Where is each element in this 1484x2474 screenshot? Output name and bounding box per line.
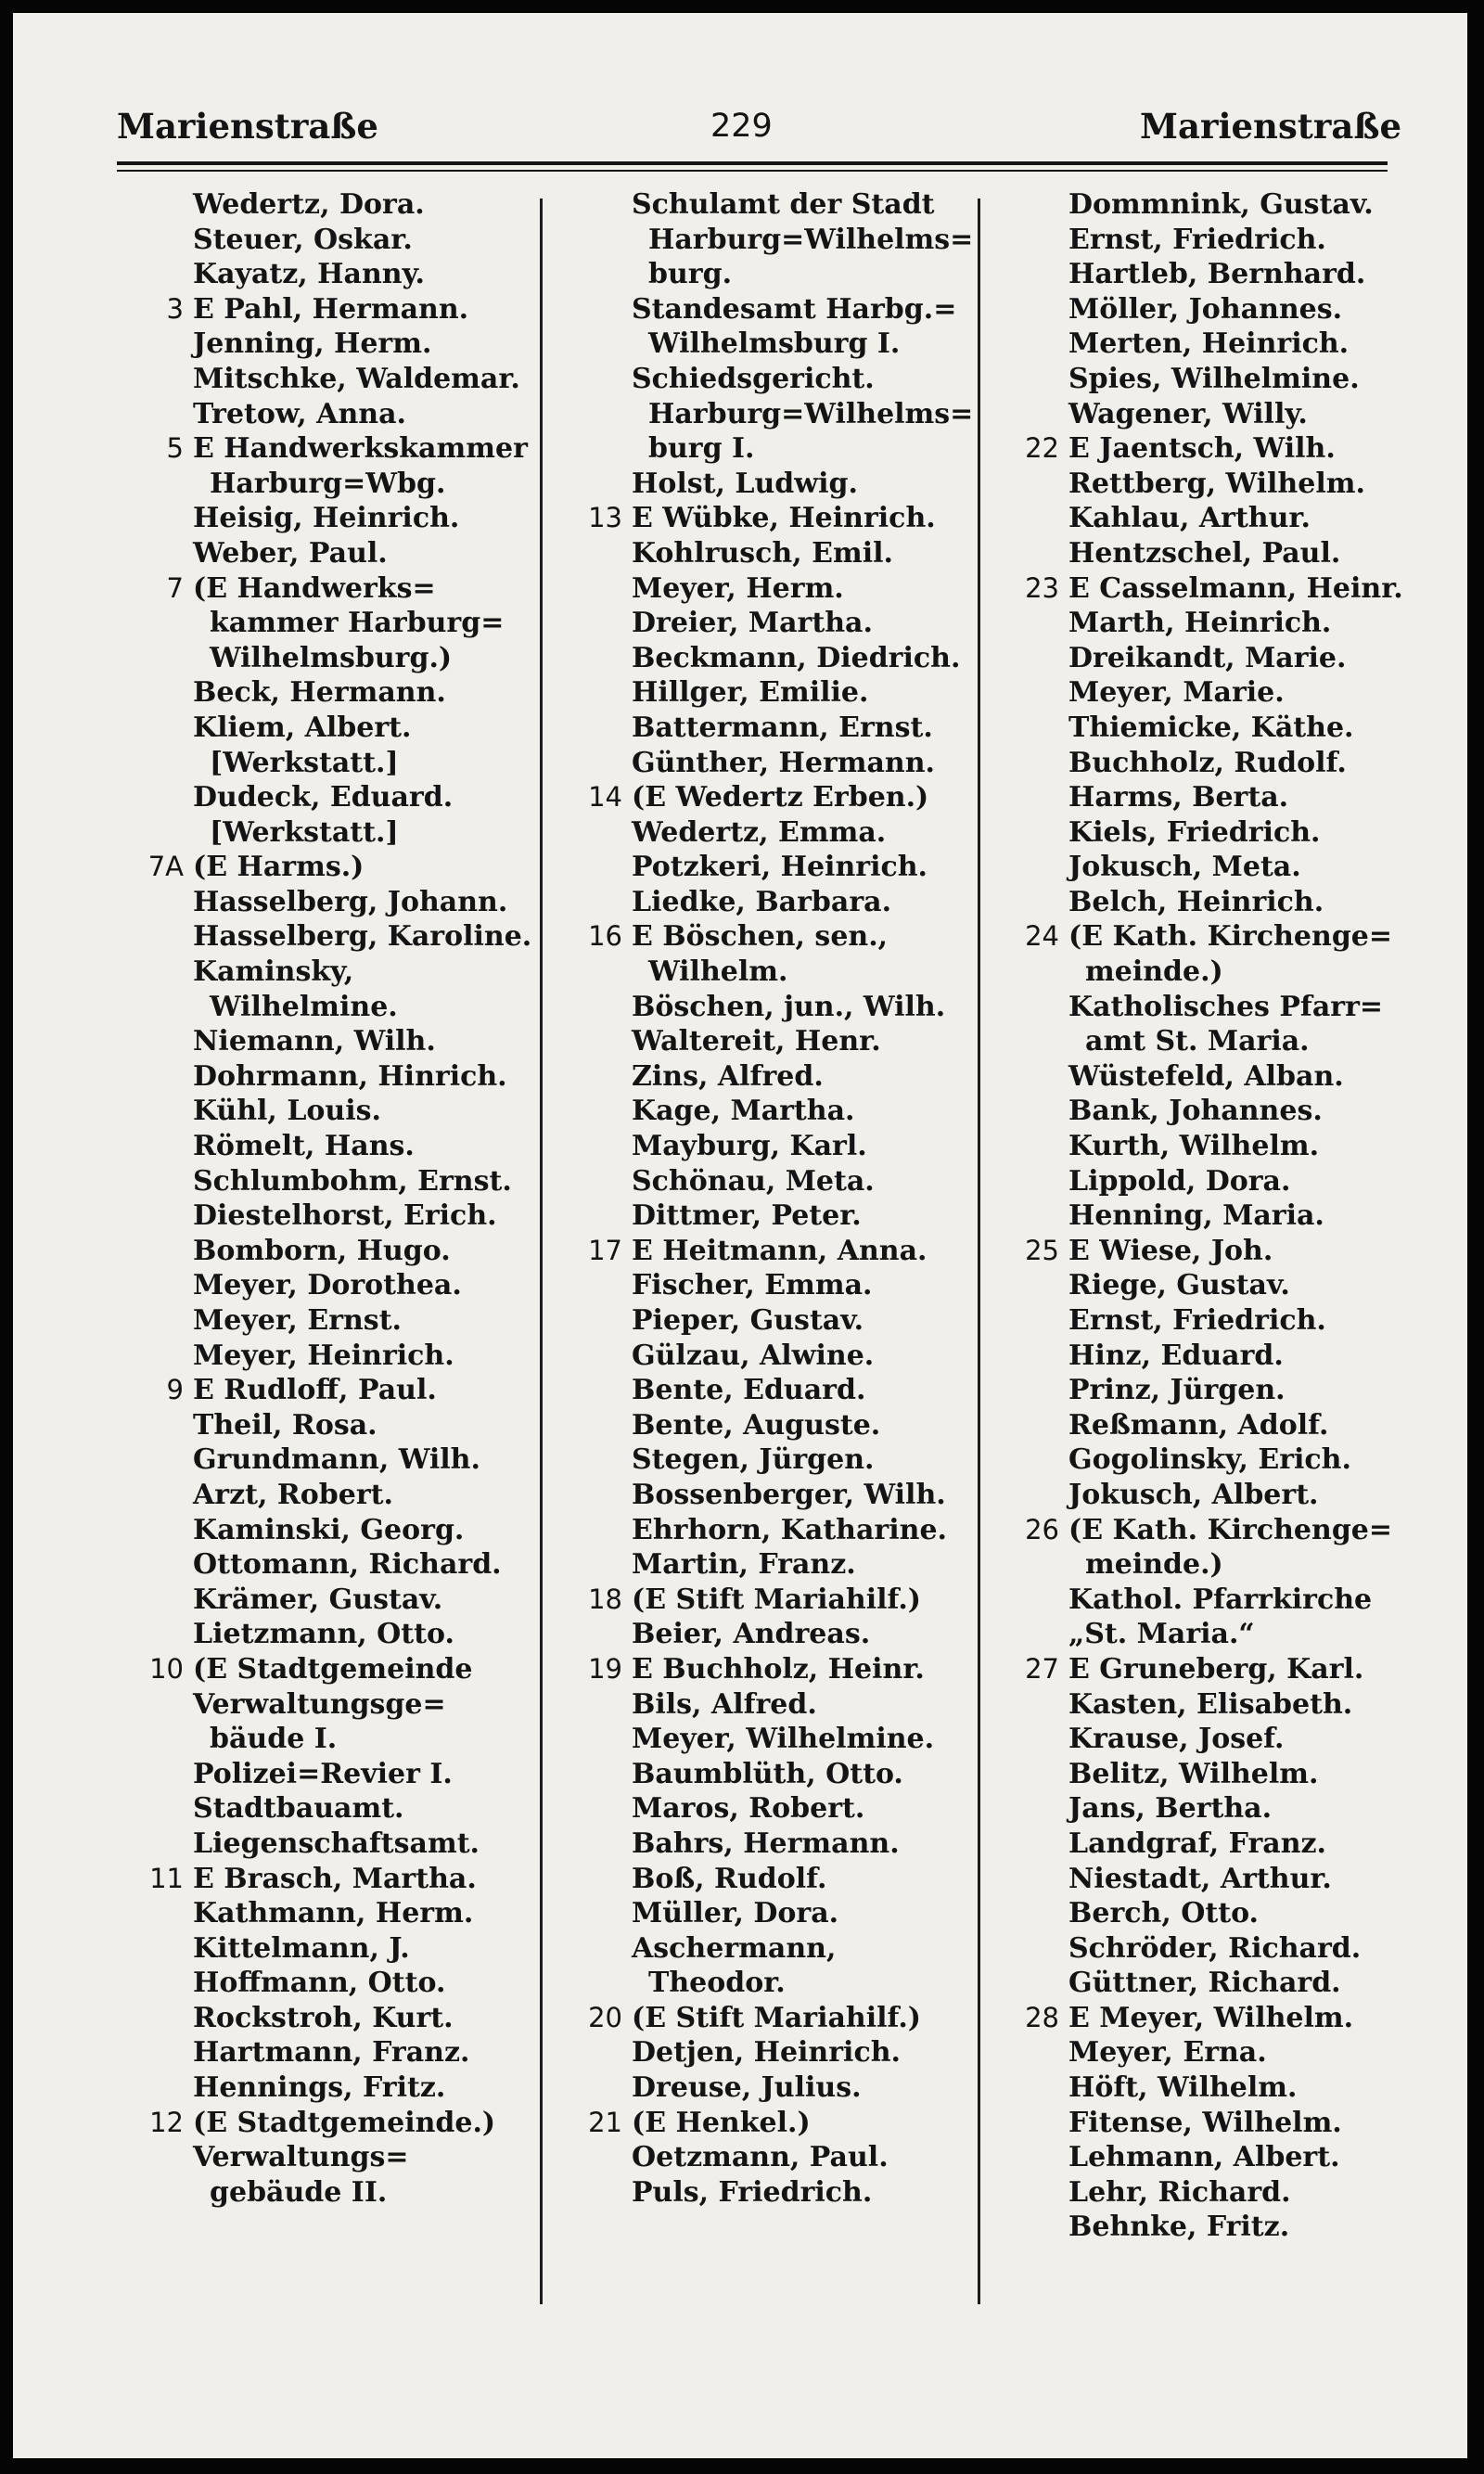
house-entry [983, 1234, 1419, 1513]
resident-line: E Handwerkskammer [193, 432, 528, 466]
house-number: 13 [588, 502, 622, 534]
column-divider [978, 199, 980, 2304]
resident-line: (E Stift Mariahilf.) [632, 1583, 921, 1616]
resident-line: Dreikandt, Marie. [1068, 641, 1347, 674]
resident-list [1068, 431, 1419, 570]
resident-line: Ottomann, Richard. [193, 1548, 502, 1582]
resident-list [632, 2001, 977, 2106]
resident-line: E Brasch, Martha. [193, 1862, 477, 1895]
header-rule-thick [117, 161, 1388, 165]
resident-line: Hoffmann, Otto. [193, 1967, 446, 2000]
resident-line: Bank, Johannes. [1068, 1095, 1323, 1128]
resident-line: Martin, Franz. [632, 1548, 856, 1582]
house-entry [983, 571, 1419, 920]
column-2 [546, 187, 977, 2210]
resident-line: Buchholz, Rudolf. [1068, 746, 1347, 779]
resident-list [193, 2106, 544, 2211]
house-number: 9 [166, 1374, 184, 1406]
house-number: 27 [1025, 1652, 1059, 1685]
resident-line: Gogolinsky, Erich. [1068, 1443, 1351, 1477]
resident-list [1068, 571, 1419, 920]
resident-list [632, 1234, 977, 1583]
resident-line: Wilhelmsburg.) [210, 641, 453, 674]
resident-line: Kathmann, Herm. [193, 1897, 474, 1930]
resident-line: Hillger, Emilie. [632, 676, 869, 710]
house-entry [546, 780, 977, 919]
resident-line: Merten, Heinrich. [1068, 327, 1350, 361]
resident-line: Bahrs, Hermann. [632, 1827, 900, 1860]
resident-line: Mayburg, Karl. [632, 1130, 867, 1163]
running-header-right: Marienstraße [1140, 106, 1401, 147]
resident-line: Steuer, Oskar. [193, 223, 413, 256]
resident-line: E Heitmann, Anna. [632, 1234, 928, 1267]
resident-list [632, 1652, 977, 2001]
resident-line: Verwaltungs= [193, 2141, 409, 2174]
resident-line: E Gruneberg, Karl. [1068, 1652, 1364, 1686]
column-1 [108, 187, 544, 2210]
house-entry [108, 431, 544, 570]
resident-line: Hartmann, Franz. [193, 2036, 470, 2070]
house-entry [108, 2106, 544, 2211]
house-number: 14 [588, 781, 622, 814]
resident-list [632, 2106, 977, 2211]
resident-line: Hartleb, Bernhard. [1068, 258, 1366, 291]
resident-line: Lehmann, Albert. [1068, 2141, 1340, 2174]
resident-line: Thiemicke, Käthe. [1068, 711, 1354, 744]
resident-list [193, 292, 544, 431]
house-entry [983, 919, 1419, 1233]
house-number: 18 [588, 1583, 622, 1615]
resident-line: Berch, Otto. [1068, 1897, 1259, 1930]
resident-line: Schröder, Richard. [1068, 1931, 1362, 1965]
column-3 [983, 187, 1419, 2245]
resident-line: Stegen, Jürgen. [632, 1443, 875, 1477]
resident-line: Wilhelmsburg I. [648, 327, 901, 361]
resident-line: [Werkstatt.] [210, 815, 399, 849]
resident-list [1068, 187, 1419, 431]
resident-line: (E Kath. Kirchenge= [1068, 1513, 1393, 1546]
resident-line: Behnke, Fritz. [1068, 2211, 1290, 2244]
house-number: 17 [588, 1234, 622, 1266]
resident-line: Henning, Maria. [1068, 1199, 1324, 1233]
resident-line: meinde.) [1085, 955, 1223, 989]
resident-line: Harburg=Wilhelms= [648, 223, 974, 256]
resident-line: Ehrhorn, Katharine. [632, 1513, 947, 1546]
resident-line: E Pahl, Hermann. [193, 292, 469, 326]
house-entry [108, 292, 544, 431]
resident-line: Kage, Martha. [632, 1095, 855, 1128]
resident-line: Beck, Hermann. [193, 676, 446, 710]
resident-line: Lietzmann, Otto. [193, 1618, 454, 1651]
resident-line: Theodor. [648, 1967, 786, 2000]
resident-line: Wagener, Willy. [1068, 397, 1308, 430]
resident-line: Wilhelmine. [210, 990, 398, 1023]
resident-line: Schönau, Meta. [632, 1164, 875, 1198]
resident-line: Jans, Bertha. [1068, 1792, 1273, 1826]
resident-line: Beckmann, Diedrich. [632, 641, 961, 674]
resident-list [632, 1583, 977, 1652]
resident-line: (E Kath. Kirchenge= [1068, 920, 1393, 954]
resident-line: Maros, Robert. [632, 1792, 865, 1826]
resident-line: (E Handwerks= [193, 571, 436, 605]
resident-line: Hentzschel, Paul. [1068, 536, 1341, 570]
house-entry [983, 1513, 1419, 1652]
resident-line: Kaminski, Georg. [193, 1513, 465, 1546]
resident-line: (E Stadtgemeinde.) [193, 2106, 496, 2139]
house-number: 7A [147, 851, 184, 883]
resident-line: gebäude II. [210, 2175, 388, 2209]
resident-line: meinde.) [1085, 1548, 1223, 1582]
house-entry [983, 1652, 1419, 2001]
resident-line: Güttner, Richard. [1068, 1967, 1341, 2000]
resident-line: Prinz, Jürgen. [1068, 1374, 1286, 1407]
resident-line: Dreuse, Julius. [632, 2071, 862, 2105]
resident-line: Krämer, Gustav. [193, 1583, 443, 1616]
house-entry [983, 187, 1419, 431]
house-entry [983, 431, 1419, 570]
resident-line: Dommnink, Gustav. [1068, 188, 1374, 221]
resident-line: Bente, Auguste. [632, 1408, 881, 1442]
house-entry [546, 2001, 977, 2106]
resident-line: Katholisches Pfarr= [1068, 990, 1384, 1023]
resident-list [632, 780, 977, 919]
resident-line: Kohlrusch, Emil. [632, 536, 893, 570]
directory-page [13, 13, 1467, 2458]
resident-line: Kahlau, Arthur. [1068, 502, 1311, 535]
resident-line: „St. Maria.“ [1068, 1618, 1255, 1651]
resident-line: Gülzau, Alwine. [632, 1339, 875, 1372]
resident-line: Kurth, Wilhelm. [1068, 1130, 1320, 1163]
resident-line: Dittmer, Peter. [632, 1199, 862, 1233]
resident-line: Dudeck, Eduard. [193, 781, 454, 814]
resident-line: E Wübke, Heinrich. [632, 502, 936, 535]
resident-list [1068, 1652, 1419, 2001]
resident-line: Meyer, Ernst. [193, 1304, 402, 1337]
resident-line: Meyer, Wilhelmine. [632, 1723, 935, 1756]
resident-line: Meyer, Erna. [1068, 2036, 1267, 2070]
resident-line: Kaminsky, [193, 955, 354, 989]
resident-line: (E Wedertz Erben.) [632, 781, 929, 814]
house-entry [108, 1862, 544, 2106]
resident-line: Belch, Heinrich. [1068, 885, 1324, 918]
resident-line: Bossenberger, Wilh. [632, 1478, 946, 1511]
resident-line: Boß, Rudolf. [632, 1862, 827, 1895]
resident-line: Niemann, Wilh. [193, 1025, 436, 1058]
resident-line: Hasselberg, Johann. [193, 885, 508, 918]
resident-list [193, 850, 544, 1373]
resident-line: (E Harms.) [193, 851, 365, 884]
resident-list [193, 571, 544, 851]
resident-line: Meyer, Marie. [1068, 676, 1285, 710]
resident-line: E Buchholz, Heinr. [632, 1652, 925, 1686]
resident-line: Möller, Johannes. [1068, 292, 1343, 326]
resident-list [193, 431, 544, 570]
house-number: 19 [588, 1652, 622, 1685]
resident-line: Zins, Alfred. [632, 1059, 824, 1093]
house-number: 21 [588, 2106, 622, 2138]
resident-line: Aschermann, [632, 1931, 837, 1965]
resident-line: Detjen, Heinrich. [632, 2036, 901, 2070]
resident-list [1068, 1234, 1419, 1513]
resident-line: Römelt, Hans. [193, 1130, 415, 1163]
resident-line: Harburg=Wbg. [210, 467, 446, 500]
resident-line: Kasten, Elisabeth. [1068, 1687, 1353, 1721]
resident-line: Lippold, Dora. [1068, 1164, 1291, 1198]
resident-line: Kiels, Friedrich. [1068, 815, 1321, 849]
resident-list [1068, 2001, 1419, 2245]
resident-line: Riege, Gustav. [1068, 1269, 1290, 1302]
resident-line: Liedke, Barbara. [632, 885, 892, 918]
resident-line: Oetzmann, Paul. [632, 2141, 889, 2174]
resident-line: Hasselberg, Karoline. [193, 920, 532, 954]
resident-line: Rockstroh, Kurt. [193, 2001, 454, 2034]
resident-line: Lehr, Richard. [1068, 2175, 1291, 2209]
resident-line: Beier, Andreas. [632, 1618, 871, 1651]
resident-line: Puls, Friedrich. [632, 2175, 873, 2209]
resident-list [193, 1373, 544, 1652]
house-number: 25 [1025, 1234, 1059, 1266]
resident-line: Grundmann, Wilh. [193, 1443, 480, 1477]
resident-line: Schulamt der Stadt [632, 188, 935, 221]
resident-line: Heisig, Heinrich. [193, 502, 460, 535]
resident-line: Bomborn, Hugo. [193, 1234, 451, 1267]
resident-line: Wilhelm. [648, 955, 788, 989]
house-number: 26 [1025, 1513, 1059, 1545]
resident-line: Waltereit, Henr. [632, 1025, 881, 1058]
resident-line: E Meyer, Wilhelm. [1068, 2001, 1354, 2034]
resident-line: Hinz, Eduard. [1068, 1339, 1284, 1372]
resident-line: (E Henkel.) [632, 2106, 811, 2139]
resident-line: Potzkeri, Heinrich. [632, 851, 928, 884]
resident-line: Ernst, Friedrich. [1068, 1304, 1326, 1337]
house-entry [108, 850, 544, 1373]
house-entry [983, 2001, 1419, 2245]
house-entry [546, 1234, 977, 1583]
resident-line: Jokusch, Albert. [1068, 1478, 1319, 1511]
house-entry [108, 571, 544, 851]
resident-line: Hennings, Fritz. [193, 2071, 446, 2105]
house-number: 16 [588, 920, 622, 953]
resident-line: Fitense, Wilhelm. [1068, 2106, 1342, 2139]
resident-line: Harburg=Wilhelms= [648, 397, 974, 430]
resident-line: Verwaltungsge= [193, 1687, 446, 1721]
resident-line: Standesamt Harbg.= [632, 292, 957, 326]
resident-line: Kayatz, Hanny. [193, 258, 426, 291]
resident-line: burg I. [648, 432, 755, 466]
resident-line: Schiedsgericht. [632, 362, 875, 395]
page-number: 229 [710, 108, 773, 145]
house-number: 11 [149, 1862, 184, 1894]
resident-line: Bils, Alfred. [632, 1687, 817, 1721]
resident-line: Günther, Hermann. [632, 746, 935, 779]
resident-line: Baumblüth, Otto. [632, 1757, 903, 1790]
resident-line: Wüstefeld, Alban. [1068, 1059, 1344, 1093]
resident-line: [Werkstatt.] [210, 746, 399, 779]
resident-line: E Wiese, Joh. [1068, 1234, 1273, 1267]
house-entry [546, 1583, 977, 1652]
resident-line: Mitschke, Waldemar. [193, 362, 520, 395]
resident-line: Meyer, Dorothea. [193, 1269, 462, 1302]
resident-line: Niestadt, Arthur. [1068, 1862, 1332, 1895]
resident-list [1068, 919, 1419, 1233]
resident-line: Belitz, Wilhelm. [1068, 1757, 1319, 1790]
resident-line: Liegenschaftsamt. [193, 1827, 480, 1860]
resident-list [1068, 1513, 1419, 1652]
house-entry [108, 1652, 544, 1862]
house-entry [108, 1373, 544, 1652]
resident-line: E Rudloff, Paul. [193, 1374, 437, 1407]
house-entry [546, 501, 977, 780]
resident-line: kammer Harburg= [210, 607, 505, 640]
house-entry [546, 919, 977, 1233]
resident-line: Höft, Wilhelm. [1068, 2071, 1298, 2105]
resident-line: Stadtbauamt. [193, 1792, 404, 1826]
resident-line: Schlumbohm, Ernst. [193, 1164, 512, 1198]
resident-list [632, 919, 977, 1233]
resident-line: Pieper, Gustav. [632, 1304, 864, 1337]
resident-line: E Jaentsch, Wilh. [1068, 432, 1336, 466]
resident-line: Krause, Josef. [1068, 1723, 1285, 1756]
resident-line: Polizei=Revier I. [193, 1757, 453, 1790]
resident-list [632, 501, 977, 780]
resident-line: Wedertz, Dora. [193, 188, 425, 221]
house-number: 10 [149, 1652, 184, 1685]
resident-line: Harms, Berta. [1068, 781, 1289, 814]
resident-line: Wedertz, Emma. [632, 815, 887, 849]
resident-line: Ernst, Friedrich. [1068, 223, 1326, 256]
house-number: 20 [588, 2001, 622, 2033]
resident-line: Spies, Wilhelmine. [1068, 362, 1360, 395]
resident-line: Böschen, jun., Wilh. [632, 990, 946, 1023]
resident-list [193, 1862, 544, 2106]
house-number: 3 [166, 292, 184, 325]
house-entry [108, 187, 544, 292]
house-number: 23 [1025, 571, 1059, 604]
running-header-left: Marienstraße [117, 106, 378, 147]
resident-line: Marth, Heinrich. [1068, 607, 1332, 640]
resident-line: Battermann, Ernst. [632, 711, 933, 744]
house-number: 22 [1025, 432, 1059, 465]
resident-line: Tretow, Anna. [193, 397, 406, 430]
house-number: 5 [166, 432, 184, 465]
house-number: 12 [149, 2106, 184, 2138]
resident-line: Dreier, Martha. [632, 607, 873, 640]
header-rule-thin [117, 170, 1388, 172]
resident-line: (E Stift Mariahilf.) [632, 2001, 921, 2034]
resident-line: Landgraf, Franz. [1068, 1827, 1326, 1860]
resident-line: Arzt, Robert. [193, 1478, 393, 1511]
house-number: 28 [1025, 2001, 1059, 2033]
resident-line: Rettberg, Wilhelm. [1068, 467, 1365, 500]
resident-line: E Casselmann, Heinr. [1068, 571, 1403, 605]
resident-line: Jokusch, Meta. [1068, 851, 1301, 884]
resident-line: bäude I. [210, 1723, 338, 1756]
resident-line: (E Stadtgemeinde [193, 1652, 473, 1686]
resident-list [632, 187, 977, 501]
resident-line: Dohrmann, Hinrich. [193, 1059, 507, 1093]
resident-line: amt St. Maria. [1085, 1025, 1310, 1058]
resident-line: Kittelmann, J. [193, 1931, 410, 1965]
house-number: 24 [1025, 920, 1059, 953]
resident-line: E Böschen, sen., [632, 920, 889, 954]
resident-line: Weber, Paul. [193, 536, 388, 570]
resident-line: Meyer, Heinrich. [193, 1339, 454, 1372]
resident-line: Kühl, Louis. [193, 1095, 381, 1128]
resident-line: Theil, Rosa. [193, 1408, 377, 1442]
resident-line: burg. [648, 258, 733, 291]
resident-line: Kathol. Pfarrkirche [1068, 1583, 1373, 1616]
resident-line: Fischer, Emma. [632, 1269, 873, 1302]
resident-line: Diestelhorst, Erich. [193, 1199, 497, 1233]
resident-line: Meyer, Herm. [632, 571, 844, 605]
resident-line: Müller, Dora. [632, 1897, 839, 1930]
resident-list [193, 187, 544, 292]
resident-list [193, 1652, 544, 1862]
resident-line: Reßmann, Adolf. [1068, 1408, 1329, 1442]
resident-line: Jenning, Herm. [193, 327, 432, 361]
resident-line: Bente, Eduard. [632, 1374, 866, 1407]
resident-line: Kliem, Albert. [193, 711, 412, 744]
house-number: 7 [166, 571, 184, 604]
resident-line: Holst, Ludwig. [632, 467, 858, 500]
house-entry [546, 2106, 977, 2211]
house-entry [546, 1652, 977, 2001]
house-entry [546, 187, 977, 501]
